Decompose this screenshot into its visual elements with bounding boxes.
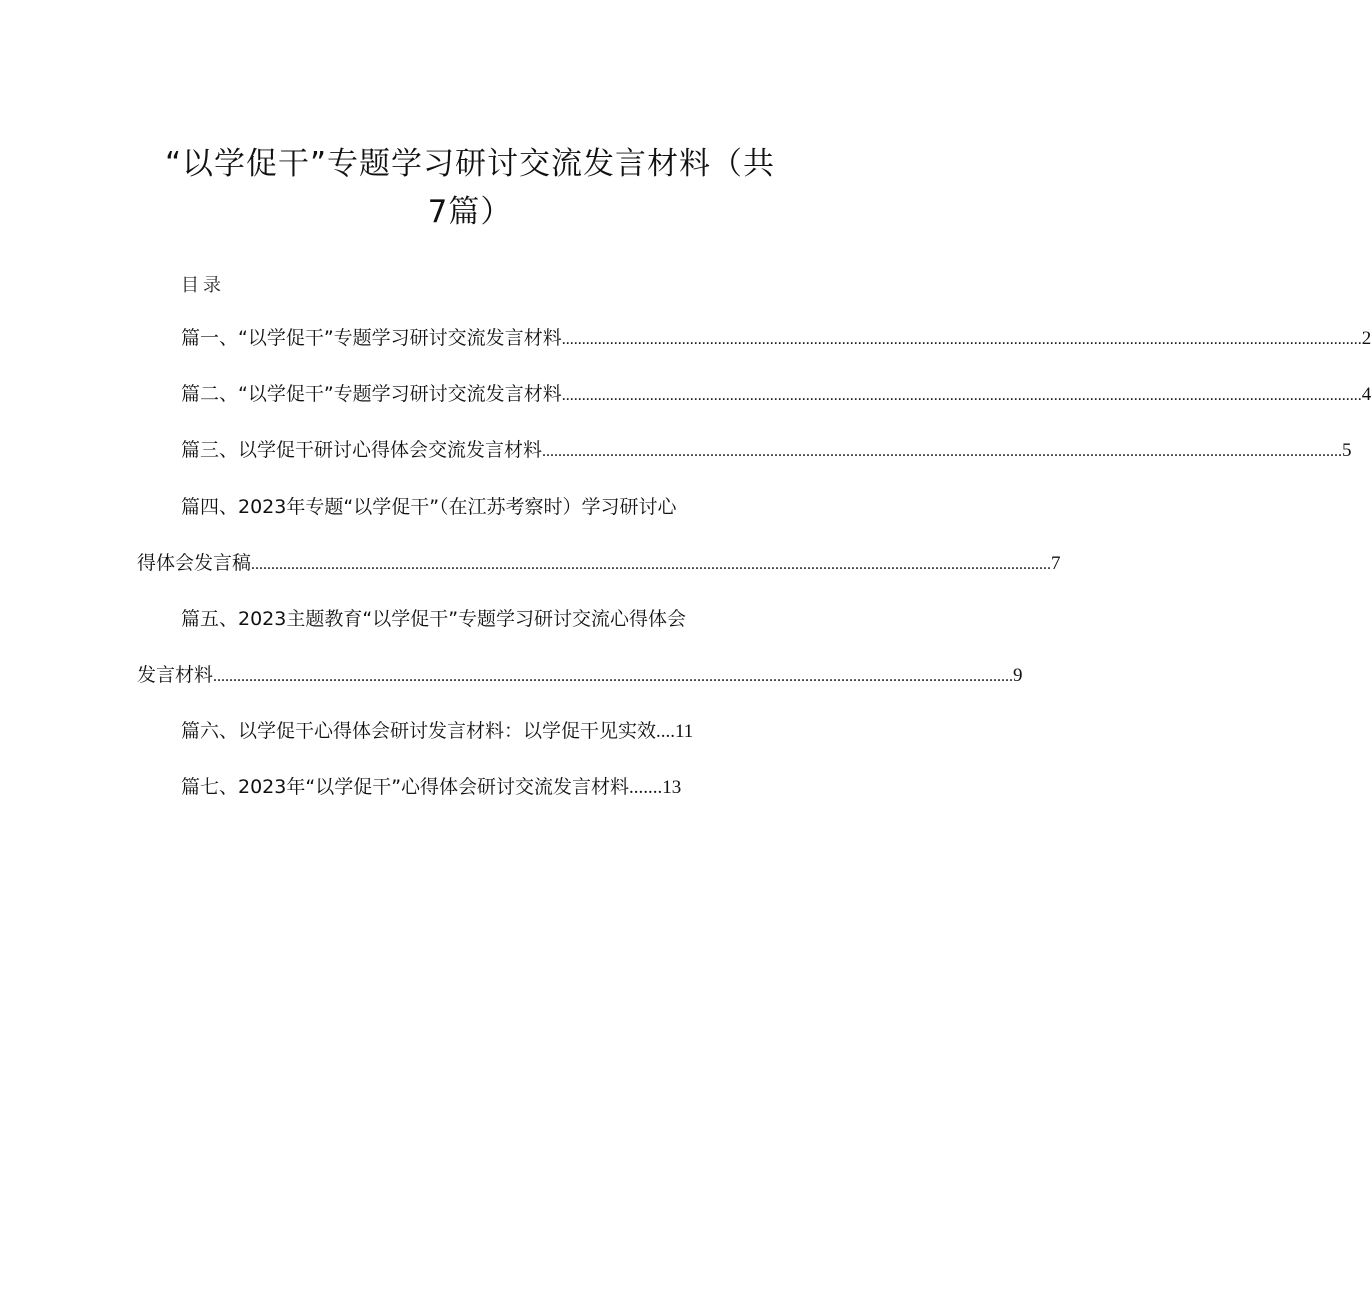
toc-entry-title: 篇三、以学促干研讨心得体会交流发言材料	[181, 439, 543, 461]
toc-leader-dots: ........................................................................................................................................................................................................	[561, 331, 1362, 348]
toc-leader-dots: ........................................................................................................................................................................................................	[251, 556, 1052, 573]
toc-entry-1[interactable]	[181, 324, 1371, 352]
toc-leader-dots: ........................................................................................................................................................................................................	[213, 668, 1014, 685]
toc-page-number: 4	[1361, 384, 1371, 405]
toc-entry-title: 发言材料	[137, 664, 214, 686]
toc-page-number: 5	[1342, 440, 1352, 461]
toc-page-number: 13	[662, 777, 682, 798]
document-title-line2: 7篇）	[427, 194, 513, 230]
toc-entry-title: 篇七、2023年“以学促干”心得体会研讨交流发言材料	[181, 776, 630, 798]
document-title-line1: “以学促干”专题学习研讨交流发言材料（共	[164, 146, 776, 182]
toc-entry-5-line2[interactable]	[137, 661, 1023, 689]
toc-entry-6[interactable]	[181, 717, 693, 746]
toc-heading: 目录	[181, 275, 225, 296]
toc-leader-dots: ........................................................................................................................................................................................................	[542, 443, 1343, 460]
toc-entry-title: 得体会发言稿	[137, 552, 252, 574]
toc-entry-title: 篇六、以学促干心得体会研讨发言材料：以学促干见实效	[181, 720, 657, 742]
toc-page-number: 9	[1013, 665, 1023, 686]
toc-entry-title: 篇一、“以学促干”专题学习研讨交流发言材料	[181, 327, 562, 349]
toc-entry-title: 篇二、“以学促干”专题学习研讨交流发言材料	[181, 383, 562, 405]
toc-page-number: 2	[1361, 328, 1371, 349]
toc-leader-dots: .......	[629, 777, 663, 798]
toc-entry-4-line1[interactable]: 篇四、2023年专题“以学促干”（在江苏考察时）学习研讨心	[181, 496, 677, 518]
toc-page-number: 7	[1051, 553, 1061, 574]
toc-leader-dots: ....	[656, 721, 676, 742]
toc-entry-4-line2[interactable]	[137, 549, 1061, 577]
toc-entry-3[interactable]	[181, 436, 1352, 464]
toc-leader-dots: ........................................................................................................................................................................................................	[561, 387, 1362, 404]
toc-entry-5-line1[interactable]: 篇五、2023主题教育“以学促干”专题学习研讨交流心得体会	[181, 608, 687, 630]
toc-entry-2[interactable]	[181, 380, 1371, 408]
toc-page-number: 11	[675, 721, 694, 742]
toc-entry-7[interactable]	[181, 773, 681, 802]
